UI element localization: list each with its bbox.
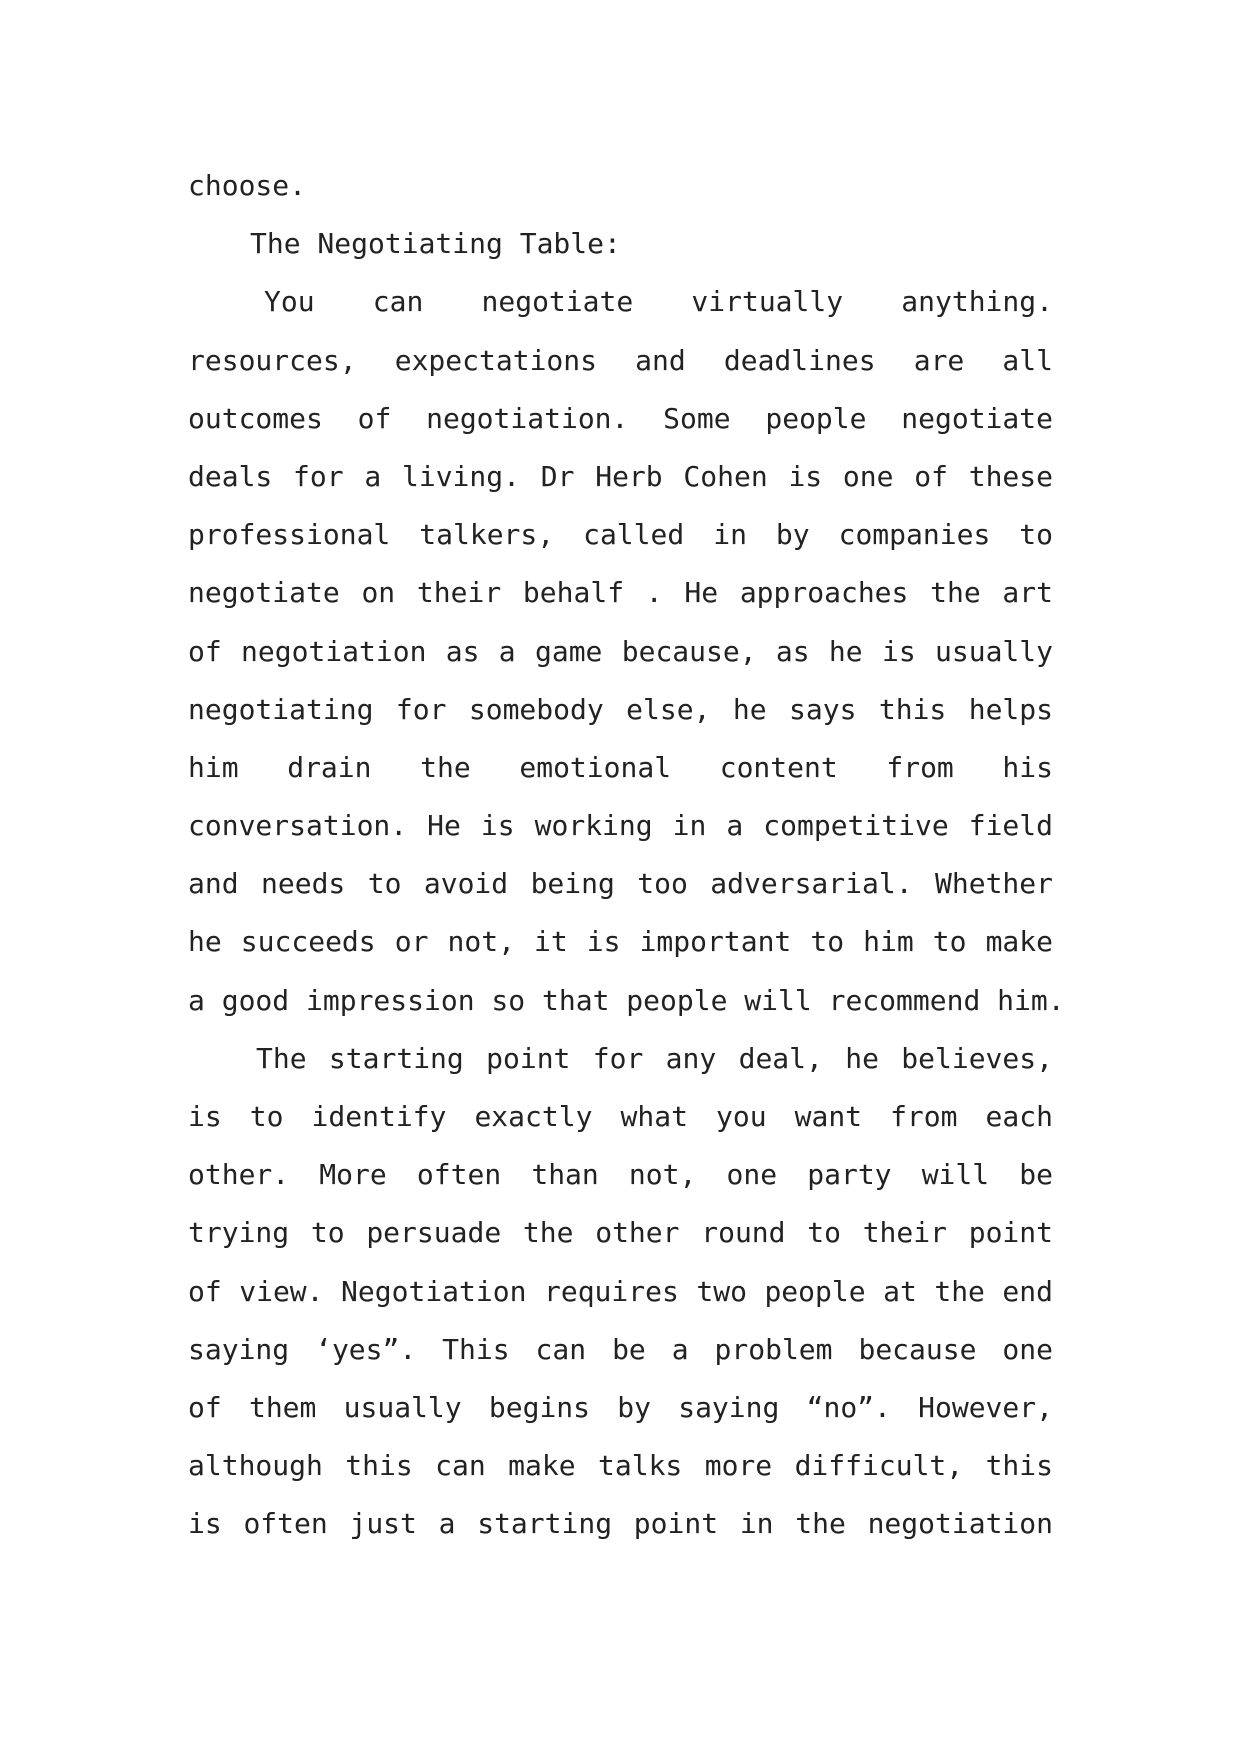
text-line: negotiate on their behalf . He approaches the art xyxy=(188,576,1053,610)
text-line: trying to persuade the other round to their point xyxy=(188,1216,1053,1250)
section-heading: The Negotiating Table: xyxy=(250,227,621,261)
text-line: of them usually begins by saying “no”. However, xyxy=(188,1390,1053,1424)
text-line: other. More often than not, one party will be xyxy=(188,1158,1053,1192)
text-line: him drain the emotional content from his xyxy=(188,750,1053,784)
text-line: negotiating for somebody else, he says this helps xyxy=(188,692,1053,726)
text-line: he succeeds or not, it is important to him to make xyxy=(188,925,1053,959)
text-line: conversation. He is working in a competitive field xyxy=(188,809,1053,843)
text-line: resources, expectations and deadlines are all xyxy=(188,343,1053,377)
text-line: is to identify exactly what you want from each xyxy=(188,1100,1053,1133)
paragraph-first-line: The starting point for any deal, he believes, xyxy=(256,1041,1053,1075)
text-line: of view. Negotiation requires two people at the end xyxy=(188,1274,1053,1308)
text-line: outcomes of negotiation. Some people negotiate xyxy=(188,401,1053,435)
text-line: is often just a starting point in the negotiation xyxy=(188,1507,1053,1541)
paragraph-first-line: You can negotiate virtually anything. xyxy=(264,285,1053,319)
text-line: professional talkers, called in by companies to xyxy=(188,518,1053,552)
text-line: saying ‘yes”. This can be a problem because one xyxy=(188,1332,1053,1366)
text-line: of negotiation as a game because, as he is usually xyxy=(188,634,1053,668)
body-text xyxy=(188,157,1065,1554)
paragraph-last-line: a good impression so that people will recommend him. xyxy=(188,983,1065,1017)
text-line: although this can make talks more difficult, this xyxy=(188,1449,1053,1483)
text-line: deals for a living. Dr Herb Cohen is one of these xyxy=(188,459,1053,493)
text-line: choose. xyxy=(188,169,307,202)
text-line: and needs to avoid being too adversarial. Whether xyxy=(188,867,1053,901)
